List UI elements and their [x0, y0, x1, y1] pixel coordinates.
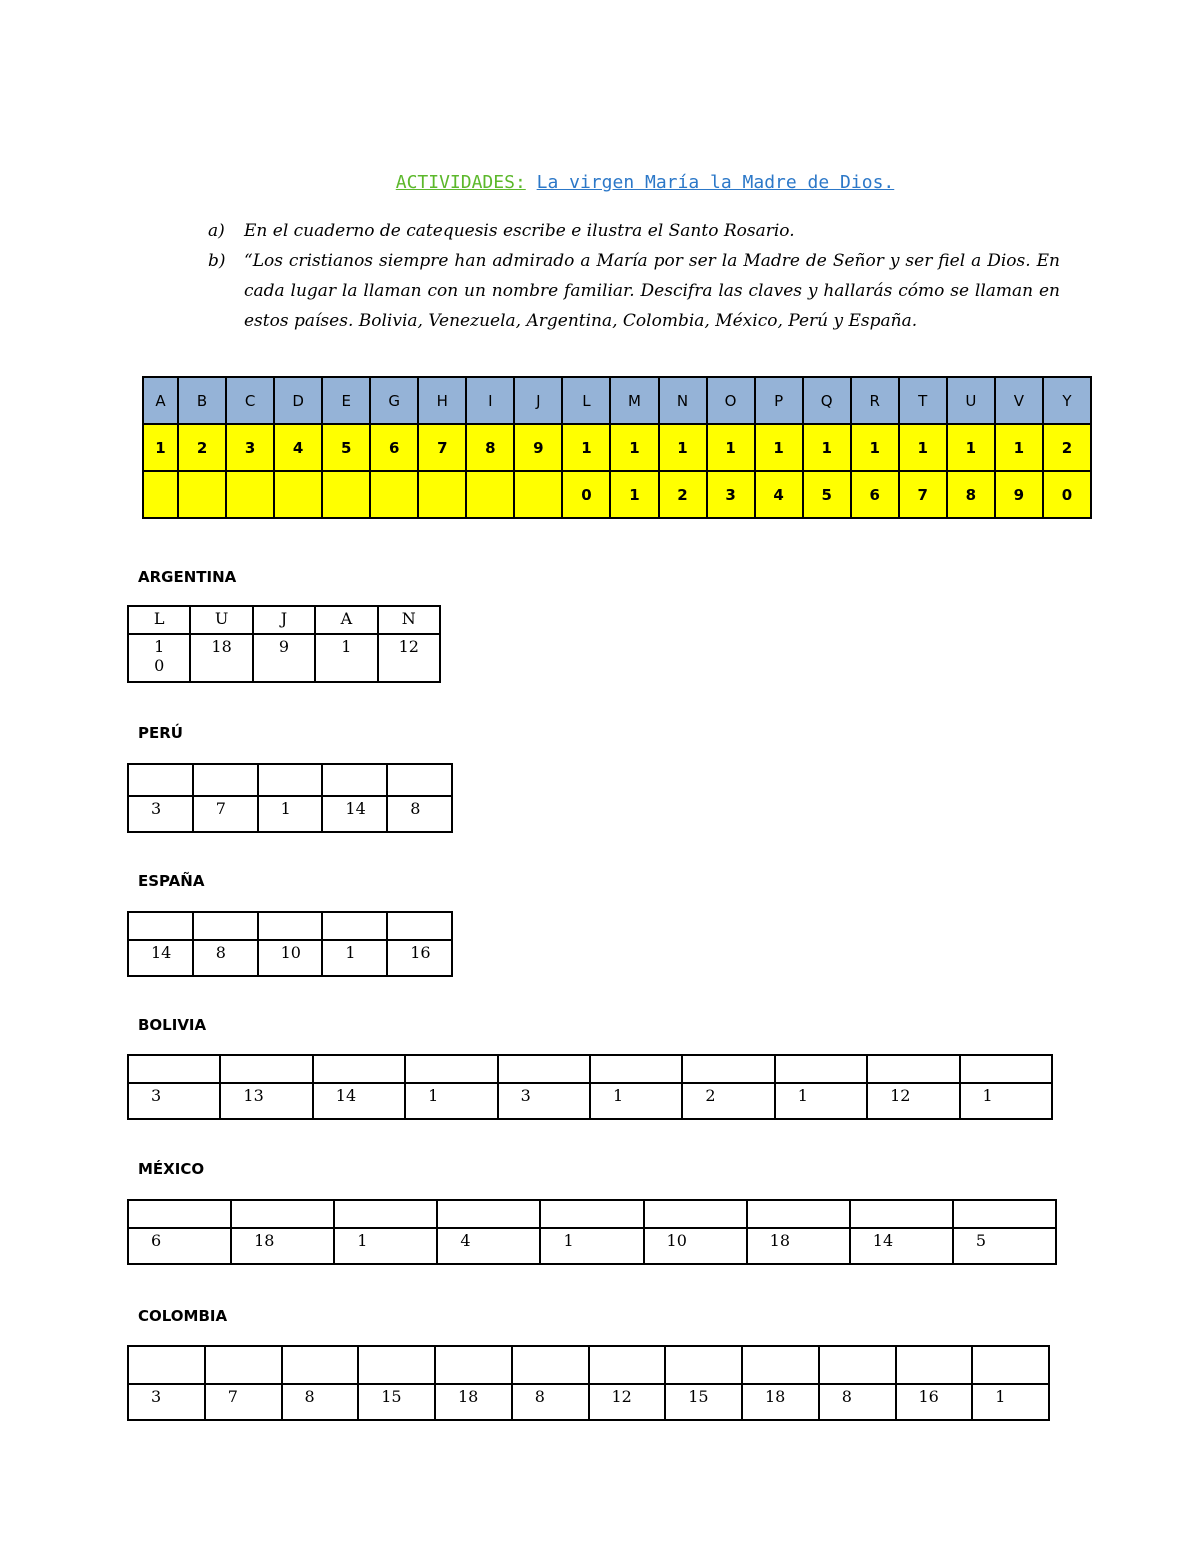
- answer-letter-cell: [128, 1200, 231, 1228]
- answer-number-cell: 1 0: [128, 634, 190, 682]
- answer-letter-cell: [205, 1346, 282, 1384]
- answer-table-mexico: [127, 1199, 1057, 1265]
- answer-number-cell: 2: [682, 1083, 774, 1119]
- answer-table-espana: [127, 911, 453, 977]
- answer-number-cell: 18: [747, 1228, 850, 1264]
- key-number-cell: 1: [947, 424, 995, 471]
- page-title: [0, 172, 1200, 193]
- answer-numbers-row: [128, 796, 452, 832]
- country-label-peru: PERÚ: [138, 724, 183, 742]
- key-letter-cell: M: [610, 377, 658, 424]
- answer-number-cell: 5: [953, 1228, 1056, 1264]
- answer-number-cell: 3: [128, 1384, 205, 1420]
- answer-number-cell: 12: [589, 1384, 666, 1420]
- key-letter-cell: T: [899, 377, 947, 424]
- key-letter-cell: P: [755, 377, 803, 424]
- key-number-cell: 0: [1043, 471, 1091, 518]
- key-number-cell: 8: [947, 471, 995, 518]
- key-number-cell: [178, 471, 226, 518]
- answer-number-cell: 1: [540, 1228, 643, 1264]
- key-number-cell: 3: [707, 471, 755, 518]
- key-number-cell: 1: [995, 424, 1043, 471]
- answer-letter-cell: N: [378, 606, 440, 634]
- answer-number-cell: 18: [742, 1384, 819, 1420]
- answer-number-cell: 7: [205, 1384, 282, 1420]
- answer-number-cell: 8: [282, 1384, 359, 1420]
- answer-letter-cell: [193, 764, 258, 796]
- key-letter-cell: C: [226, 377, 274, 424]
- answer-number-cell: 1: [960, 1083, 1052, 1119]
- answer-letters-row: [128, 912, 452, 940]
- key-number-cell: 1: [755, 424, 803, 471]
- answer-table-colombia: [127, 1345, 1050, 1421]
- answer-letter-cell: [819, 1346, 896, 1384]
- key-letter-cell: G: [370, 377, 418, 424]
- answer-number-cell: 18: [435, 1384, 512, 1420]
- answer-letter-cell: [282, 1346, 359, 1384]
- answer-number-cell: 1: [775, 1083, 867, 1119]
- answer-letter-cell: [896, 1346, 973, 1384]
- answer-letter-cell: A: [315, 606, 377, 634]
- answer-number-cell: 15: [358, 1384, 435, 1420]
- answer-number-cell: 12: [867, 1083, 959, 1119]
- key-number-cell: 3: [226, 424, 274, 471]
- answer-letter-cell: [322, 764, 387, 796]
- answer-number-cell: 1: [322, 940, 387, 976]
- answer-number-cell: 14: [313, 1083, 405, 1119]
- answer-letters-row: [128, 1055, 1052, 1083]
- answer-number-cell: 3: [498, 1083, 590, 1119]
- answer-letters-row: [128, 1346, 1049, 1384]
- answer-number-cell: 8: [819, 1384, 896, 1420]
- answer-letter-cell: [128, 912, 193, 940]
- answer-number-cell: 14: [850, 1228, 953, 1264]
- key-number-cell: 5: [803, 471, 851, 518]
- answer-numbers-row: [128, 1083, 1052, 1119]
- answer-letter-cell: [128, 764, 193, 796]
- answer-number-cell: 13: [220, 1083, 312, 1119]
- answer-number-cell: 3: [128, 1083, 220, 1119]
- key-letter-cell: Y: [1043, 377, 1091, 424]
- answer-number-cell: 12: [378, 634, 440, 682]
- answer-number-cell: 1: [315, 634, 377, 682]
- key-letter-cell: U: [947, 377, 995, 424]
- country-label-espana: ESPAÑA: [138, 872, 205, 890]
- answer-number-cell: 16: [896, 1384, 973, 1420]
- answer-letter-cell: J: [253, 606, 315, 634]
- instruction-b: [208, 246, 1060, 336]
- key-number-cell: 9: [995, 471, 1043, 518]
- key-number-cell: [226, 471, 274, 518]
- answer-number-cell: 9: [253, 634, 315, 682]
- answer-letter-cell: [850, 1200, 953, 1228]
- key-number-cell: 1: [143, 424, 178, 471]
- key-number-cell: [143, 471, 178, 518]
- answer-letter-cell: [867, 1055, 959, 1083]
- answer-number-cell: 8: [512, 1384, 589, 1420]
- answer-letter-cell: [258, 764, 323, 796]
- answer-number-cell: 16: [387, 940, 452, 976]
- answer-letter-cell: [387, 764, 452, 796]
- country-label-bolivia: BOLIVIA: [138, 1016, 207, 1034]
- country-label-argentina: ARGENTINA: [138, 568, 237, 586]
- key-number-cell: [274, 471, 322, 518]
- answer-letter-cell: [540, 1200, 643, 1228]
- answer-letter-cell: [590, 1055, 682, 1083]
- answer-numbers-row: [128, 1228, 1056, 1264]
- key-number-cell: [370, 471, 418, 518]
- key-letters-row: [143, 377, 1091, 424]
- answer-number-cell: 1: [334, 1228, 437, 1264]
- answer-letter-cell: [953, 1200, 1056, 1228]
- answer-number-cell: 18: [190, 634, 252, 682]
- title-activities: ACTIVIDADES:: [395, 172, 526, 193]
- instruction-mark: a): [208, 221, 225, 241]
- key-number-cell: 6: [851, 471, 899, 518]
- answer-letter-cell: [644, 1200, 747, 1228]
- answer-number-cell: 8: [387, 796, 452, 832]
- answer-letter-cell: [498, 1055, 590, 1083]
- answer-number-cell: 18: [231, 1228, 334, 1264]
- answer-number-cell: 10: [644, 1228, 747, 1264]
- key-number-cell: 2: [178, 424, 226, 471]
- key-number-cell: 8: [466, 424, 514, 471]
- answer-letter-cell: [972, 1346, 1049, 1384]
- answer-letter-cell: L: [128, 606, 190, 634]
- key-letter-cell: H: [418, 377, 466, 424]
- answer-number-cell: 15: [665, 1384, 742, 1420]
- key-numbers-row-2: [143, 471, 1091, 518]
- key-letter-cell: V: [995, 377, 1043, 424]
- key-letter-cell: O: [707, 377, 755, 424]
- key-number-cell: [418, 471, 466, 518]
- key-number-cell: 1: [851, 424, 899, 471]
- title-subject: La virgen María la Madre de Dios.: [536, 172, 895, 193]
- key-number-cell: 9: [514, 424, 562, 471]
- key-number-cell: 4: [274, 424, 322, 471]
- instruction-text: “Los cristianos siempre han admirado a María por ser la Madre de Señor y ser fiel a Dios. En cada lugar la llaman con un nombre familiar. Descifra las claves y hallarás cómo se llaman en estos países. Bolivia, Venezuela, Argentina, Colombia, México, Perú y España.: [244, 251, 1060, 331]
- instruction-mark: b): [208, 251, 226, 271]
- key-letter-cell: N: [659, 377, 707, 424]
- answer-letter-cell: [313, 1055, 405, 1083]
- answer-letter-cell: [775, 1055, 867, 1083]
- answer-number-cell: 1: [405, 1083, 497, 1119]
- answer-number-cell: 1: [590, 1083, 682, 1119]
- answer-letters-row: [128, 606, 440, 634]
- answer-table-argentina: [127, 605, 441, 683]
- answer-letter-cell: [128, 1346, 205, 1384]
- answer-letter-cell: [665, 1346, 742, 1384]
- key-letter-cell: E: [322, 377, 370, 424]
- answer-numbers-row: [128, 1384, 1049, 1420]
- answer-letter-cell: [220, 1055, 312, 1083]
- answer-number-cell: 10: [258, 940, 323, 976]
- key-letter-cell: L: [562, 377, 610, 424]
- answer-letter-cell: [512, 1346, 589, 1384]
- answer-letter-cell: [742, 1346, 819, 1384]
- key-number-cell: [322, 471, 370, 518]
- answer-letter-cell: [960, 1055, 1052, 1083]
- key-number-cell: 1: [562, 424, 610, 471]
- key-number-cell: 2: [659, 471, 707, 518]
- answer-number-cell: 7: [193, 796, 258, 832]
- country-label-colombia: COLOMBIA: [138, 1307, 228, 1325]
- key-letter-cell: D: [274, 377, 322, 424]
- key-letter-cell: I: [466, 377, 514, 424]
- key-number-cell: 7: [899, 471, 947, 518]
- key-letter-cell: J: [514, 377, 562, 424]
- answer-letter-cell: [387, 912, 452, 940]
- answer-number-cell: 4: [437, 1228, 540, 1264]
- key-letter-cell: A: [143, 377, 178, 424]
- key-number-cell: 0: [562, 471, 610, 518]
- answer-number-cell: 6: [128, 1228, 231, 1264]
- answer-numbers-row: [128, 634, 440, 682]
- cipher-key-table: [142, 376, 1092, 519]
- answer-number-cell: 14: [128, 940, 193, 976]
- answer-letter-cell: [358, 1346, 435, 1384]
- answer-letters-row: [128, 1200, 1056, 1228]
- key-number-cell: 6: [370, 424, 418, 471]
- answer-letter-cell: [258, 912, 323, 940]
- key-numbers-row-1: [143, 424, 1091, 471]
- key-letter-cell: R: [851, 377, 899, 424]
- key-letter-cell: Q: [803, 377, 851, 424]
- key-number-cell: 1: [899, 424, 947, 471]
- key-number-cell: 2: [1043, 424, 1091, 471]
- key-number-cell: 1: [610, 471, 658, 518]
- answer-letter-cell: [437, 1200, 540, 1228]
- answer-letter-cell: [128, 1055, 220, 1083]
- answer-table-bolivia: [127, 1054, 1053, 1120]
- country-label-mexico: MÉXICO: [138, 1160, 205, 1178]
- answer-letters-row: [128, 764, 452, 796]
- answer-number-cell: 1: [258, 796, 323, 832]
- answer-letter-cell: [193, 912, 258, 940]
- key-number-cell: 1: [610, 424, 658, 471]
- instruction-a: [208, 216, 1060, 246]
- key-number-cell: 7: [418, 424, 466, 471]
- answer-table-peru: [127, 763, 453, 833]
- instruction-text: En el cuaderno de catequesis escribe e ilustra el Santo Rosario.: [244, 221, 795, 241]
- answer-number-cell: 1: [972, 1384, 1049, 1420]
- key-number-cell: [466, 471, 514, 518]
- key-number-cell: 1: [803, 424, 851, 471]
- key-number-cell: 1: [659, 424, 707, 471]
- instructions: [208, 216, 1060, 336]
- key-number-cell: 5: [322, 424, 370, 471]
- answer-letter-cell: [747, 1200, 850, 1228]
- answer-letter-cell: [405, 1055, 497, 1083]
- key-number-cell: 1: [707, 424, 755, 471]
- answer-letter-cell: [435, 1346, 512, 1384]
- answer-letter-cell: [322, 912, 387, 940]
- answer-number-cell: 3: [128, 796, 193, 832]
- answer-letter-cell: [334, 1200, 437, 1228]
- answer-numbers-row: [128, 940, 452, 976]
- answer-letter-cell: [682, 1055, 774, 1083]
- key-number-cell: 4: [755, 471, 803, 518]
- key-number-cell: [514, 471, 562, 518]
- answer-number-cell: 8: [193, 940, 258, 976]
- answer-letter-cell: [589, 1346, 666, 1384]
- answer-letter-cell: U: [190, 606, 252, 634]
- answer-letter-cell: [231, 1200, 334, 1228]
- key-letter-cell: B: [178, 377, 226, 424]
- answer-number-cell: 14: [322, 796, 387, 832]
